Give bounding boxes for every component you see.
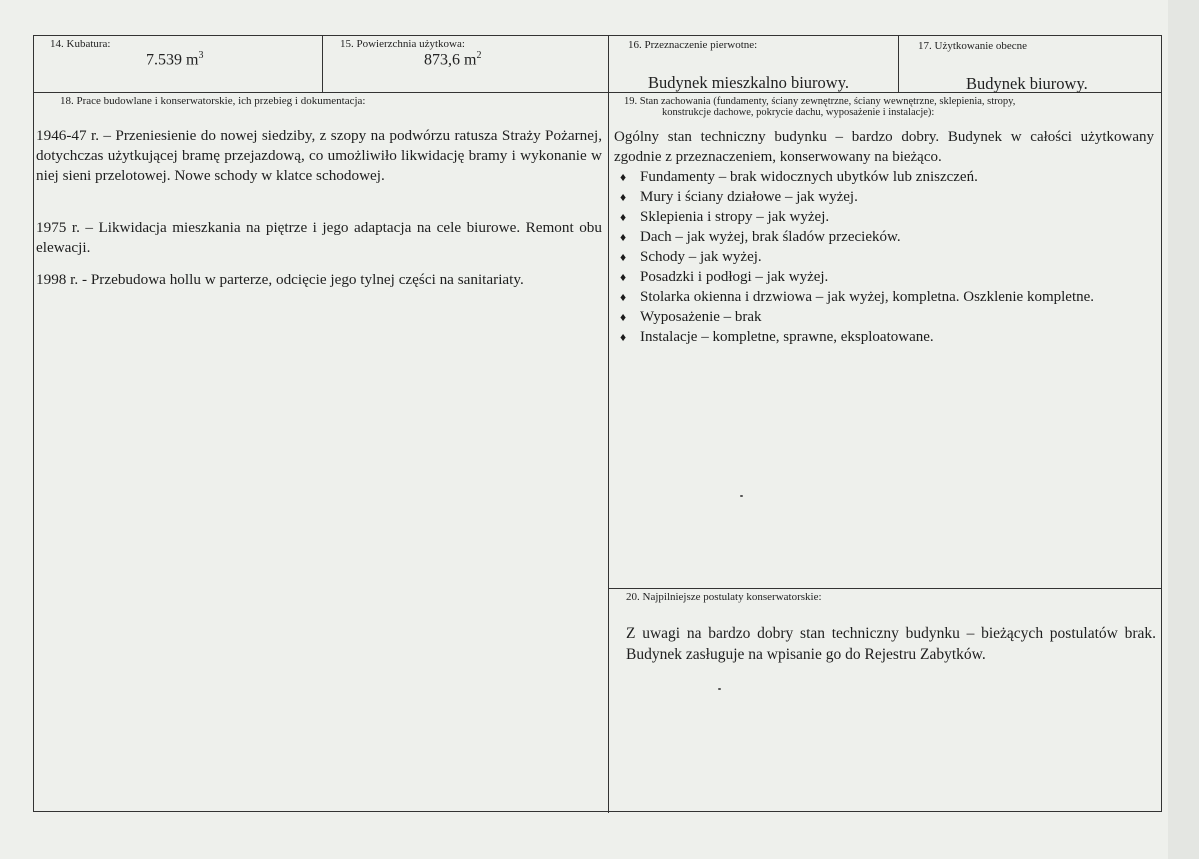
- field-19-intro: Ogólny stan techniczny budynku – bardzo dobry. Budynek w całości użytkowany zgodnie z przeznaczeniem, konserwowany na bieżąco.: [614, 129, 1154, 165]
- field-16-label: 16. Przeznaczenie pierwotne:: [628, 39, 758, 51]
- list-item: ♦ Mury i ściany działowe – jak wyżej.: [620, 189, 858, 205]
- list-item: ♦ Stolarka okienna i drzwiowa – jak wyżej, kompletna. Oszklenie kompletne.: [620, 289, 1095, 305]
- diamond-bullet-icon: ♦: [620, 250, 627, 264]
- diamond-bullet-icon: ♦: [620, 330, 627, 344]
- diamond-bullet-icon: ♦: [620, 230, 627, 244]
- row-divider-19-20: [608, 588, 1161, 589]
- list-item: ♦ Dach – jak wyżej, brak śladów przecieków.: [620, 229, 901, 245]
- field-15-value: 873,6 $m^2$: [424, 50, 482, 69]
- field-18-entry-3: 1998 r. - Przebudowa hollu w parterze, odcięcie jego tylnej części na sanitariaty.: [36, 271, 524, 288]
- list-item: ♦ Sklepienia i stropy – jak wyżej.: [620, 209, 830, 225]
- list-item: ♦ Instalacje – kompletne, sprawne, eksploatowane.: [620, 329, 934, 345]
- col-divider-14-15: [322, 36, 323, 92]
- diamond-bullet-icon: ♦: [620, 310, 627, 324]
- field-17-label: 17. Użytkowanie obecne: [918, 40, 1028, 52]
- field-19-label-line1: 19. Stan zachowania (fundamenty, ściany zewnętrzne, ściany wewnętrzne, sklepienia, stropy,: [624, 96, 1016, 107]
- list-item: ♦ Fundamenty – brak widocznych ubytków lub zniszczeń.: [620, 169, 978, 185]
- list-item: ♦ Schody – jak wyżej.: [620, 249, 762, 265]
- field-18-label: 18. Prace budowlane i konserwatorskie, ich przebieg i dokumentacja:: [60, 95, 366, 107]
- field-14-label: 14. Kubatura:: [50, 38, 111, 50]
- field-20-text: Z uwagi na bardzo dobry stan techniczny budynku – bieżących postulatów brak. Budynek zasługuje na wpisanie go do Rejestru Zabytków.: [626, 625, 1156, 663]
- list-item: ♦ Posadzki i podłogi – jak wyżej.: [620, 269, 829, 285]
- card-edge: [1168, 0, 1199, 859]
- field-19-condition-list: [620, 167, 1155, 347]
- field-17-value: Budynek biurowy.: [966, 74, 1088, 93]
- field-18-entry-2: 1975 r. – Likwidacja mieszkania na piętrze i jego adaptacja na cele biurowe. Remont obu elewacji.: [36, 219, 602, 256]
- col-divider-main: [608, 36, 609, 813]
- field-15-label: 15. Powierzchnia użytkowa:: [340, 38, 465, 50]
- scan-speck: [740, 495, 743, 497]
- diamond-bullet-icon: ♦: [620, 270, 627, 284]
- field-20-label: 20. Najpilniejsze postulaty konserwatorskie:: [626, 591, 822, 603]
- field-14-value: 7.539 $m^3$: [146, 50, 204, 69]
- diamond-bullet-icon: ♦: [620, 290, 627, 304]
- col-divider-16-17: [898, 36, 899, 92]
- diamond-bullet-icon: ♦: [620, 190, 627, 204]
- diamond-bullet-icon: ♦: [620, 210, 627, 224]
- list-item: ♦ Wyposażenie – brak: [620, 309, 762, 325]
- field-19-label-line2: konstrukcje dachowe, pokrycie dachu, wyposażenie i instalacje):: [662, 107, 935, 118]
- field-18-entry-1: 1946-47 r. – Przeniesienie do nowej siedziby, z szopy na podwórzu ratusza Straży Pożarnej, dotychczas użytkującej bramę przejazdową, co umożliwiło likwidację bramy i wykonanie w niej sieni przelotowej. Nowe schody w klatce schodowej.: [36, 127, 602, 184]
- diamond-bullet-icon: ♦: [620, 170, 627, 184]
- scan-speck: [718, 688, 721, 690]
- field-16-value: Budynek mieszkalno biurowy.: [648, 73, 850, 92]
